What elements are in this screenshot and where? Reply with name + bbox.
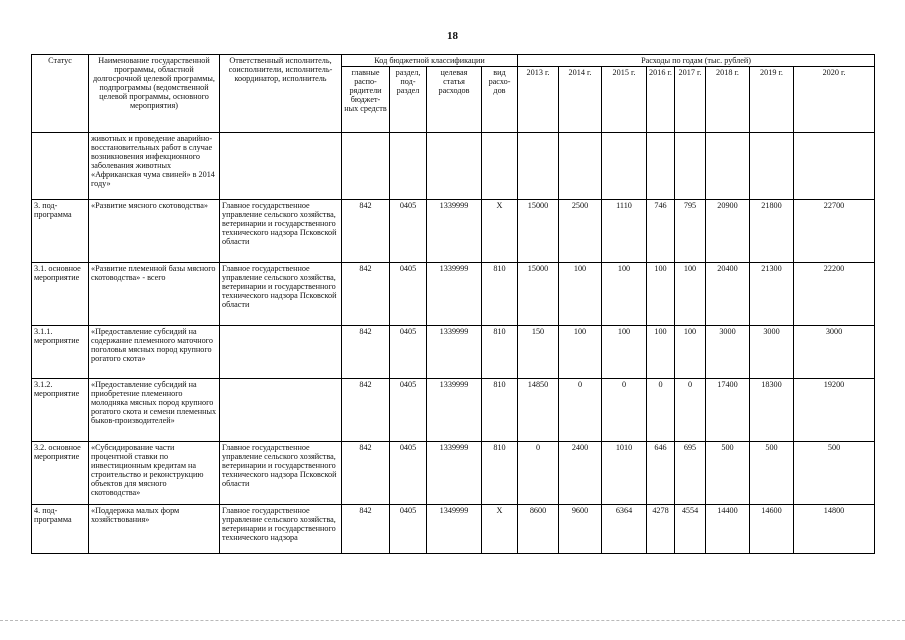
table-row <box>32 200 875 263</box>
header-code-col: вид расхо-дов <box>482 67 518 133</box>
row-responsible: Главное государственное управление сельского хозяйства, ветеринарии и государственного технического надзора Псковской области <box>220 200 342 263</box>
row-name: «Развитие мясного скотоводства» <box>89 200 220 263</box>
row-year-value <box>750 133 794 200</box>
row-responsible: Главное государственное управление сельского хозяйства, ветеринарии и государственного технического надзора Псковской области <box>220 263 342 326</box>
row-year-value: 646 <box>647 442 675 505</box>
row-budget-code: 0405 <box>390 263 427 326</box>
row-budget-code: 842 <box>342 326 390 379</box>
row-budget-code: 810 <box>482 326 518 379</box>
row-year-value: 500 <box>750 442 794 505</box>
row-year-value <box>675 133 706 200</box>
row-year-value: 14600 <box>750 505 794 554</box>
row-name: «Субсидирование части процентной ставки по инвестиционным кредитам на строительство и реконструкцию объектов для мясного скотоводства» <box>89 442 220 505</box>
row-year-value: 100 <box>647 263 675 326</box>
row-year-value: 2400 <box>559 442 602 505</box>
row-budget-code: X <box>482 505 518 554</box>
row-year-value: 2500 <box>559 200 602 263</box>
scan-edge-line <box>0 620 905 621</box>
row-year-value: 19200 <box>794 379 875 442</box>
row-status: 4. под-программа <box>32 505 89 554</box>
row-budget-code: 0405 <box>390 442 427 505</box>
row-status: 3.1.2. мероприятие <box>32 379 89 442</box>
row-year-value: 100 <box>675 326 706 379</box>
row-year-value: 100 <box>675 263 706 326</box>
row-year-value: 4554 <box>675 505 706 554</box>
row-budget-code: 810 <box>482 379 518 442</box>
row-budget-code: 842 <box>342 379 390 442</box>
row-year-value: 100 <box>559 326 602 379</box>
row-year-value: 100 <box>602 263 647 326</box>
row-budget-code: 1339999 <box>427 200 482 263</box>
row-budget-code: 1339999 <box>427 442 482 505</box>
row-year-value <box>647 133 675 200</box>
table-row <box>32 505 875 554</box>
row-year-value <box>602 133 647 200</box>
row-budget-code <box>482 133 518 200</box>
row-year-value: 100 <box>647 326 675 379</box>
row-year-value: 0 <box>675 379 706 442</box>
row-year-value: 22700 <box>794 200 875 263</box>
row-year-value: 500 <box>706 442 750 505</box>
row-year-value: 795 <box>675 200 706 263</box>
row-year-value: 22200 <box>794 263 875 326</box>
row-year-value <box>706 133 750 200</box>
header-name: Наименование государственной программы, областной долгосрочной целевой программы, подпрограммы (ведомственной целевой программы, основного мероприятия) <box>89 55 220 133</box>
row-year-value: 3000 <box>706 326 750 379</box>
header-year: 2019 г. <box>750 67 794 133</box>
header-year: 2014 г. <box>559 67 602 133</box>
header-year: 2020 г. <box>794 67 875 133</box>
row-responsible <box>220 133 342 200</box>
row-year-value: 15000 <box>518 263 559 326</box>
row-year-value <box>794 133 875 200</box>
row-year-value: 3000 <box>750 326 794 379</box>
row-year-value: 1010 <box>602 442 647 505</box>
row-status: 3.1. основное мероприятие <box>32 263 89 326</box>
row-year-value: 20900 <box>706 200 750 263</box>
row-year-value: 100 <box>559 263 602 326</box>
header-year: 2013 г. <box>518 67 559 133</box>
table-row <box>32 326 875 379</box>
row-year-value: 17400 <box>706 379 750 442</box>
row-budget-code: 0405 <box>390 379 427 442</box>
row-name: «Предоставление субсидий на приобретение племенного молодняка мясных пород крупного рогатого скота и семени племенных быков-производителей» <box>89 379 220 442</box>
row-year-value: 500 <box>794 442 875 505</box>
row-budget-code: 0405 <box>390 505 427 554</box>
row-name: «Предоставление субсидий на содержание племенного маточного поголовья мясных пород крупного рогатого скота» <box>89 326 220 379</box>
row-budget-code: 842 <box>342 200 390 263</box>
row-budget-code: 1339999 <box>427 379 482 442</box>
row-year-value: 150 <box>518 326 559 379</box>
header-code-col: главные распо-рядители бюджет-ных средств <box>342 67 390 133</box>
header-year: 2015 г. <box>602 67 647 133</box>
row-year-value: 1110 <box>602 200 647 263</box>
row-status: 3.2. основное мероприятие <box>32 442 89 505</box>
header-year: 2018 г. <box>706 67 750 133</box>
header-code-col: раздел, под-раздел <box>390 67 427 133</box>
row-year-value: 0 <box>647 379 675 442</box>
row-year-value: 6364 <box>602 505 647 554</box>
row-budget-code <box>427 133 482 200</box>
row-status <box>32 133 89 200</box>
row-year-value <box>559 133 602 200</box>
row-budget-code: 842 <box>342 442 390 505</box>
row-year-value: 8600 <box>518 505 559 554</box>
row-year-value: 20400 <box>706 263 750 326</box>
table-row <box>32 133 875 200</box>
row-responsible: Главное государственное управление сельского хозяйства, ветеринарии и государственного технического надзора <box>220 505 342 554</box>
row-responsible: Главное государственное управление сельского хозяйства, ветеринарии и государственного технического надзора Псковской области <box>220 442 342 505</box>
row-year-value: 0 <box>518 442 559 505</box>
row-year-value: 14400 <box>706 505 750 554</box>
row-year-value: 14850 <box>518 379 559 442</box>
row-year-value <box>518 133 559 200</box>
row-budget-code: 810 <box>482 442 518 505</box>
row-year-value: 746 <box>647 200 675 263</box>
row-budget-code: 0405 <box>390 200 427 263</box>
table-row <box>32 263 875 326</box>
row-budget-code: 842 <box>342 505 390 554</box>
row-year-value: 18300 <box>750 379 794 442</box>
row-year-value: 9600 <box>559 505 602 554</box>
header-year: 2017 г. <box>675 67 706 133</box>
row-budget-code: 0405 <box>390 326 427 379</box>
row-year-value: 4278 <box>647 505 675 554</box>
row-year-value: 100 <box>602 326 647 379</box>
header-budget-code: Код бюджетной классификации <box>342 55 518 67</box>
row-year-value: 21300 <box>750 263 794 326</box>
table-row <box>32 442 875 505</box>
row-budget-code: 1349999 <box>427 505 482 554</box>
row-status: 3.1.1. мероприятие <box>32 326 89 379</box>
row-name: «Развитие племенной базы мясного скотоводства» - всего <box>89 263 220 326</box>
header-year: 2016 г. <box>647 67 675 133</box>
row-year-value: 3000 <box>794 326 875 379</box>
row-budget-code: 810 <box>482 263 518 326</box>
row-budget-code: 1339999 <box>427 263 482 326</box>
page-number: 18 <box>447 30 458 42</box>
row-budget-code: 1339999 <box>427 326 482 379</box>
row-budget-code <box>342 133 390 200</box>
row-budget-code: X <box>482 200 518 263</box>
header-expenses: Расходы по годам (тыс. рублей) <box>518 55 875 67</box>
row-year-value: 695 <box>675 442 706 505</box>
row-budget-code: 842 <box>342 263 390 326</box>
row-year-value: 21800 <box>750 200 794 263</box>
row-responsible <box>220 326 342 379</box>
row-budget-code <box>390 133 427 200</box>
table-row <box>32 379 875 442</box>
row-year-value: 0 <box>559 379 602 442</box>
row-name: животных и проведение аварийно-восстановительных работ в случае возникновения инфекционного заболевания животных «Африканская чума свиней» в 2014 году» <box>89 133 220 200</box>
row-status: 3. под-программа <box>32 200 89 263</box>
header-code-col: целевая статья расходов <box>427 67 482 133</box>
row-year-value: 14800 <box>794 505 875 554</box>
row-year-value: 0 <box>602 379 647 442</box>
header-status: Статус <box>32 55 89 133</box>
budget-table <box>31 54 875 554</box>
header-responsible: Ответственный исполнитель, соисполнители, исполнитель-координатор, исполнитель <box>220 55 342 133</box>
row-responsible <box>220 379 342 442</box>
row-year-value: 15000 <box>518 200 559 263</box>
row-name: «Поддержка малых форм хозяйствования» <box>89 505 220 554</box>
